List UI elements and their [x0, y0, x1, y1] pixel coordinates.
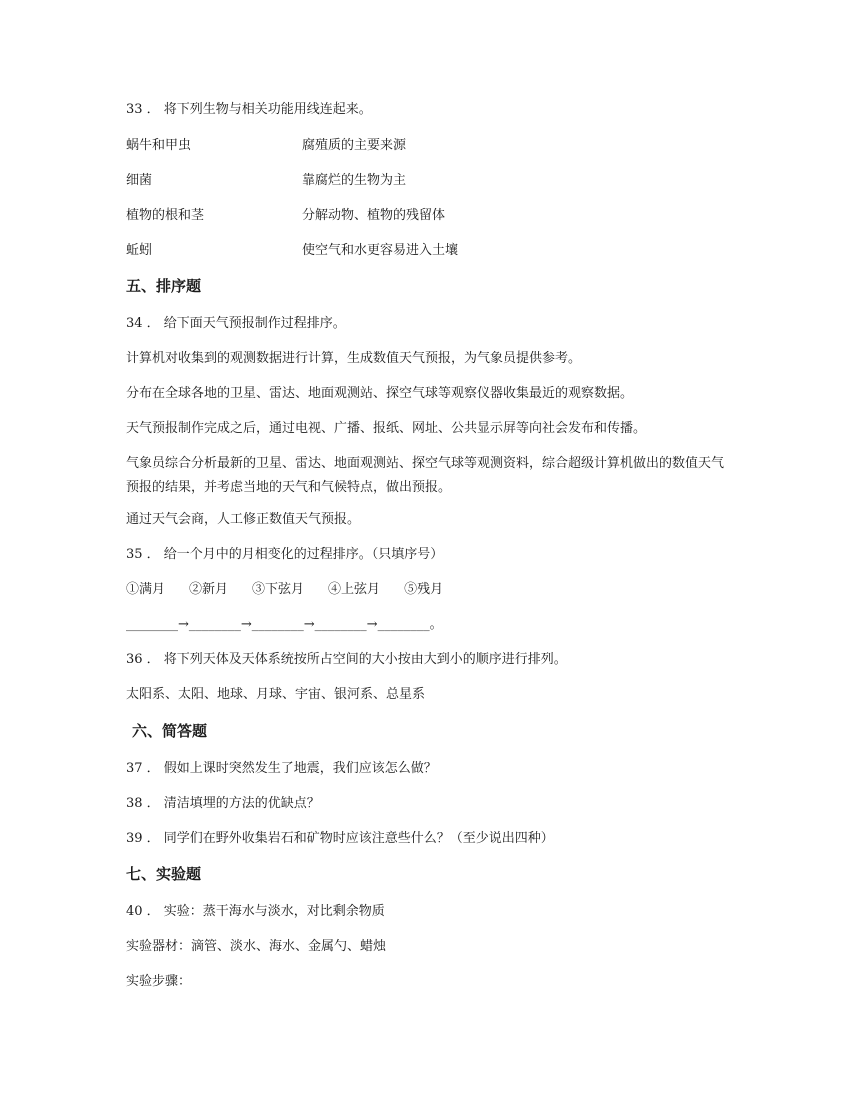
question-38-prompt: 38 ． 清洁填埋的方法的优缺点？: [126, 796, 320, 811]
moon-phase-option: ②新月: [189, 582, 229, 597]
sort-item: 气象员综合分析最新的卫星、雷达、地面观测站、探空气球等观测资料，综合超级计算机做出的数值天气预报的结果，并考虑当地的天气和气候特点，做出预报。: [126, 456, 725, 495]
match-right-item: 靠腐烂的生物为主: [302, 173, 407, 188]
section-heading-experiment: 七、实验题: [126, 865, 202, 883]
match-right-item: 使空气和水更容易进入土壤: [302, 243, 459, 258]
experiment-steps-label: 实验步骤：: [126, 974, 192, 989]
sort-item: 计算机对收集到的观测数据进行计算，生成数值天气预报，为气象员提供参考。: [126, 351, 582, 366]
question-40-prompt: 40 ． 实验：蒸干海水与淡水，对比剩余物质: [126, 904, 385, 919]
match-left-item: 蜗牛和甲虫: [126, 138, 192, 153]
question-34-prompt: 34 ． 给下面天气预报制作过程排序。: [126, 316, 346, 331]
match-right-item: 分解动物、植物的残留体: [302, 208, 446, 223]
sort-item: 通过天气会商，人工修正数值天气预报。: [126, 512, 361, 527]
celestial-bodies-list: 太阳系、太阳、地球、月球、宇宙、银河系、总星系: [126, 687, 426, 702]
moon-phase-option: ④上弦月: [328, 582, 381, 597]
match-left-item: 植物的根和茎: [126, 208, 205, 223]
experiment-materials: 实验器材：滴管、淡水、海水、金属勺、蜡烛: [126, 939, 387, 954]
moon-phase-option: ①满月: [126, 582, 166, 597]
question-36-prompt: 36 ． 将下列天体及天体系统按所占空间的大小按由大到小的顺序进行排列。: [126, 652, 567, 667]
match-left-item: 细菌: [126, 173, 153, 188]
answer-blanks: ________→________→________→________→________。: [126, 617, 443, 632]
section-heading-sorting: 五、排序题: [126, 277, 202, 295]
question-39-prompt: 39 ． 同学们在野外收集岩石和矿物时应该注意些什么？（至少说出四种）: [126, 831, 554, 846]
sort-item: 天气预报制作完成之后，通过电视、广播、报纸、网址、公共显示屏等向社会发布和传播。: [126, 421, 647, 436]
question-33-prompt: 33 ． 将下列生物与相关功能用线连起来。: [126, 102, 372, 117]
moon-phase-option: ⑤残月: [404, 582, 444, 597]
section-heading-short-answer: 六、简答题: [132, 722, 208, 740]
moon-phase-option: ③下弦月: [252, 582, 305, 597]
sort-item: 分布在全球各地的卫星、雷达、地面观测站、探空气球等观察仪器收集最近的观察数据。: [126, 386, 634, 401]
question-35-prompt: 35 ． 给一个月中的月相变化的过程排序。（只填序号）: [126, 547, 444, 562]
question-37-prompt: 37 ． 假如上课时突然发生了地震，我们应该怎么做？: [126, 761, 437, 776]
moon-phase-options: [126, 581, 467, 599]
match-right-item: 腐殖质的主要来源: [302, 138, 407, 153]
match-left-item: 蚯蚓: [126, 243, 153, 258]
